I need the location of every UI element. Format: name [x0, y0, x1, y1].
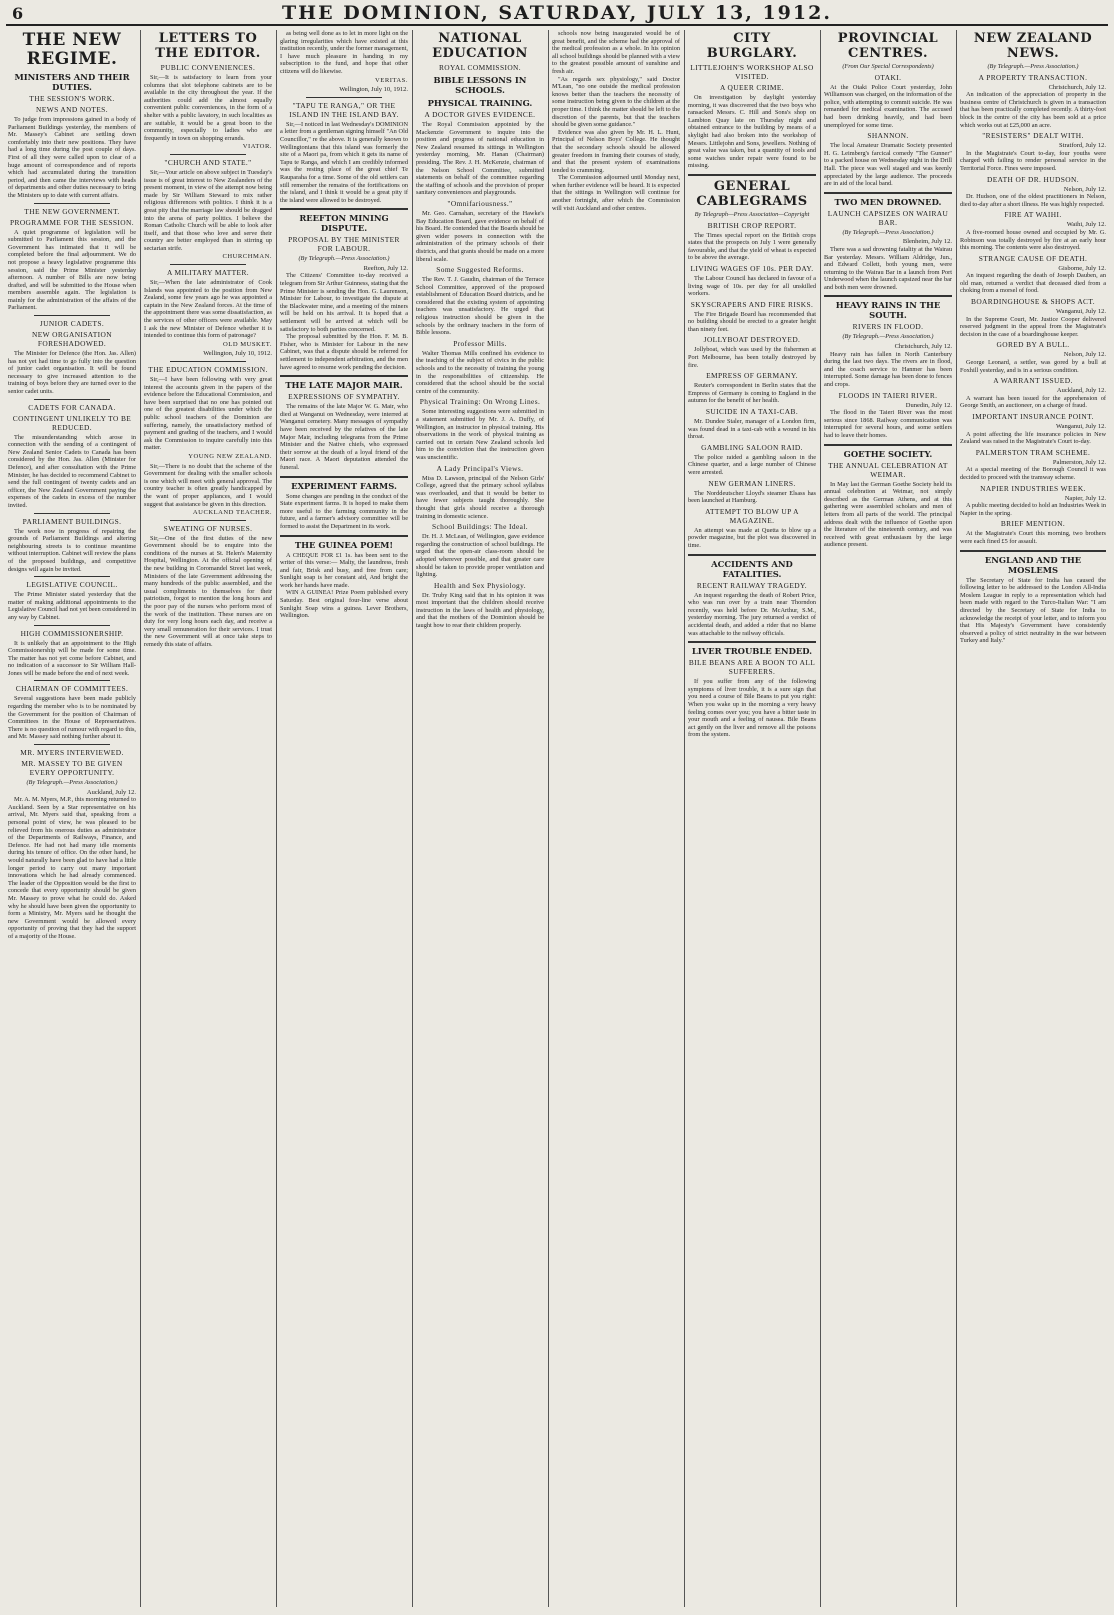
- article-text: The Commission adjourned until Monday next, when further evidence will be heard. It is expected that the sittings in Wellington will continue for another fortnight, after which the Commission will visit Auckland and other centres.: [552, 174, 680, 212]
- column-rule: [684, 30, 685, 1607]
- article-text: An inquest regarding the death of Robert Price, who was run over by a train near Thorndon recently, was held before Dr. McArthur, S.M., yesterday morning. The jury returned a verdict of accidental death, and added a rider that no blame was attachable to the railway officials.: [688, 591, 816, 637]
- dateline: Wanganui, July 12.: [1055, 308, 1106, 316]
- section-heading: "CHURCH AND STATE.": [164, 157, 252, 167]
- section-heading: THE EDUCATION COMMISSION.: [148, 365, 268, 374]
- cable-text: The Labour Council has declared in favour of a living wage of 10s. per day for all unskilled workers.: [688, 274, 816, 298]
- article-text: Heavy rain has fallen in North Canterbury during the last two days. The rivers are in flood, and the coach service to Hanmer has been interrupted. Some damage has been done to fences and crops.: [824, 350, 952, 389]
- cable-text: Jollyboat, which was used by the fishermen at Port Melbourne, has been totally destroyed by fire.: [688, 346, 816, 369]
- section-heading: SWEATING OF NURSES.: [163, 523, 253, 533]
- section-heading: CADETS FOR CANADA.: [28, 402, 116, 412]
- article-text: The Royal Commission appointed by the Mackenzie Government to inquire into the position and progress of national education in New Zealand resumed its sittings in Wellington yesterday morning, Mr. Hanan (Chairman) presiding. The Rev. J. H. McKenzie, chairman of the Nelson School Committee, submitted statements on behalf of the committee regarding the staffing of schools and the provision of proper sanitary conveniences and playgrounds.: [416, 121, 544, 197]
- section-heading: LIVING WAGES OF 10s. PER DAY.: [690, 263, 814, 273]
- cable-text: The Times special report on the British crops states that the prospects on July 1 were generally favourable, and that the yield of wheat is expected to be above the average.: [688, 231, 816, 262]
- divider: [34, 576, 111, 577]
- divider: [280, 535, 408, 537]
- divider: [34, 203, 111, 204]
- section-heading: LEGISLATIVE COUNCIL.: [26, 580, 118, 590]
- divider: [280, 476, 408, 478]
- column-5: [552, 30, 680, 1609]
- headline: ENGLAND AND THE MOSLEMS: [984, 554, 1082, 575]
- article-text: At the Otaki Police Court yesterday, John Williamson was charged, on the information of the police, with attempting to commit suicide. He was remanded for medical examination. The accused had been drinking heavily, and had been unemployed for some time.: [824, 83, 952, 129]
- divider: [170, 361, 247, 362]
- section-heading: FLOODS IN TAIERI RIVER.: [838, 390, 938, 400]
- section-heading: NEW GERMAN LINERS.: [708, 478, 796, 488]
- divider: [824, 295, 952, 297]
- article-text: Dr. Truby King said that in his opinion it was most important that the children should receive instruction in the laws of health and physiology, and that the mothers of the Dominion should be taught how to rear their children properly.: [416, 591, 544, 630]
- subheading: BIBLE LESSONS IN SCHOOLS.: [433, 75, 527, 95]
- section-heading: Professor Mills.: [453, 338, 507, 348]
- headline: THE LATE MAJOR MAIR.: [285, 380, 403, 391]
- dateline: Auckland, July 12.: [86, 788, 136, 796]
- wire-credit: (By Telegraph.—Press Association.): [26, 779, 118, 787]
- dateline: Nelson, July 12.: [1063, 185, 1106, 193]
- article-text: Mr. Geo. Carnahan, secretary of the Hawke's Bay Education Board, gave evidence on behalf of his Board. He contended that the Boards should be given wider powers in connection with the administration of the primary schools of their districts, and that grants should be made on a more liberal scale.: [416, 209, 544, 263]
- section-heading: FIRE AT WAIHI.: [1004, 210, 1062, 220]
- section-heading: BOARDINGHOUSE & SHOPS ACT.: [970, 297, 1095, 307]
- divider: [170, 154, 247, 155]
- letter-signature: VERITAS.: [375, 76, 408, 84]
- section-heading: PUBLIC CONVENIENCES.: [160, 63, 256, 72]
- section-heading: LAUNCH CAPSIZES ON WAIRAU BAR.: [827, 208, 949, 227]
- advert-text: WIN A GUINEA! Prize Poem published every Saturday. Best original four-line verse about Sunlight Soap wins a guinea. Lever Brothers, Wellington.: [280, 589, 408, 620]
- article-text: There was a sad drowning fatality at the Wairau Bar yesterday. Messrs. William Aldridge, Jun., and Edward Collett, both young men, were returning to the Wairau Bar in a launch from Port Underwood when the launch capsized near the bar and both men were drowned.: [824, 245, 952, 291]
- section-heading: PROPOSAL BY THE MINISTER FOR LABOUR.: [288, 235, 400, 254]
- dateline: Reefton, July 12.: [363, 264, 408, 272]
- column-7: [824, 30, 952, 1609]
- section-heading: NEW ORGANISATION FORESHADOWED.: [32, 330, 112, 349]
- column-rule: [276, 30, 277, 1607]
- page-number: 6: [12, 4, 24, 23]
- subheading: A DOCTOR GIVES EVIDENCE.: [424, 110, 536, 119]
- cable-text: The Norddeutscher Lloyd's steamer Elsass has been launched at Hamburg.: [688, 489, 816, 505]
- subheading: A QUEER CRIME.: [719, 83, 785, 92]
- news-text: An indication of the appreciation of property in the business centre of Christchurch is given in a transaction that has been practically completed recently. A thirty-foot block in the centre of the city has been sold at a price which works out at £25,000 an acre.: [960, 91, 1106, 129]
- dateline: Christchurch, July 12.: [894, 343, 952, 351]
- headline: LETTERS TO THE EDITOR.: [155, 31, 261, 61]
- section-heading: CONTINGENT UNLIKELY TO BE REDUCED.: [12, 413, 132, 432]
- subheading: NEWS AND NOTES.: [36, 105, 108, 114]
- article-text: Walter Thomas Mills confined his evidence to the teaching of the subject of civics in the public schools and to the necessity of training the young in the responsibilities of citizenship. He considered that the school should be the social centre of the community.: [416, 349, 544, 395]
- dateline: Wanganui, July 12.: [1055, 423, 1106, 430]
- section-heading: DEATH OF DR. HUDSON.: [987, 174, 1079, 184]
- article-text: The flood in the Taieri River was the most serious since 1868. Railway communication was interrupted for several hours, and some settlers had to leave their homes.: [824, 409, 952, 439]
- dateline: Auckland, July 12.: [1056, 387, 1106, 395]
- letter-signature: CHURCHMAN.: [222, 253, 272, 261]
- section-heading: RECENT RAILWAY TRAGEDY.: [696, 580, 808, 590]
- wire-credit: (By Telegraph.—Press Association.): [987, 63, 1079, 70]
- headline: GOETHE SOCIETY.: [843, 448, 933, 459]
- letter-text: Sir,—One of the first duties of the new Government should be to enquire into the conditions of the nurses at St. Helen's Maternity Hospital, Wellington. At the official opening of the new building in Coromandel Street last week, Ministers of the late Government addressing the many hundreds of the public assembled, and the usual compliments to themselves for their patriotism, forgot to mention the long hours and the poor pay of the nurses who perform most of the work of the institution. These nurses are on duty for very long hours each day, and receive a very small remuneration for their services. I trust the new Government will at once take steps to remedy this state of affairs.: [144, 534, 272, 648]
- article-text: Several suggestions have been made publicly regarding the member who is to be nominated by the Government for the position of Chairman of Committees in the House of Representatives. There is no question of rumour with regard to this, and Mr. Massey said nothing further about it.: [8, 695, 136, 741]
- news-text: George Leonard, a settler, was gored by a bull at Foxhill yesterday, and is in a serious condition.: [960, 359, 1106, 374]
- divider: [688, 641, 816, 643]
- advert-text: A CHEQUE FOR £1 1s. has been sent to the writer of this verse:— Malty, the laundress, fresh and fair, Brisk and busy, and free from care; Sunlight soap is her constant aid, And bright the work her hands have made.: [280, 551, 408, 589]
- article-text: Some interesting suggestions were submitted in a statement submitted by Mr. J. A. Duffy, of Wellington, an instructor in physical training. His observations in the work of physical training as carried out in certain New Zealand schools led him to the conviction that the instruction given was unscientific.: [416, 408, 544, 461]
- cable-text: The Fire Brigade Board has recommended that no building should be erected to a greater height than ninety feet.: [688, 310, 816, 333]
- section-heading: SHANNON.: [867, 131, 909, 141]
- letter-text: Sir,—It is satisfactory to learn from your columns that slot telephone cabinets are to be available in the city throughout the year. If the authorities could add the almost equally convenient public conveniences, in the form of a shelter with a public lavatory, in such localities as are suitable, it would be a great boon to the community, especially to ladies who are frequently in town on shopping errands.: [144, 74, 272, 142]
- divider: [280, 375, 408, 377]
- section-heading: OTAKI.: [874, 72, 902, 82]
- newspaper-title: THE DOMINION, SATURDAY, JULY 13, 1912.: [282, 2, 832, 24]
- wire-credit: (By Telegraph.—Press Association.): [842, 333, 934, 341]
- article-text: Some changes are pending in the conduct of the State experiment farms. It is hoped to make them more useful to the farming community in the future, and a farmer's advisory committee will be formed to assist the Department in its work.: [280, 492, 408, 530]
- headline: HEAVY RAINS IN THE SOUTH.: [835, 300, 941, 321]
- letter-text: as being well done as to let in more light on the glaring irregularities which have existed at this institution recently, under the former management, I have much pleasure in handing in my subscription to the fund, and hope that other citizens will do likewise.: [280, 30, 408, 75]
- section-heading: EXPRESSIONS OF SYMPATHY.: [288, 392, 400, 402]
- column-rule: [956, 30, 957, 1607]
- section-heading: SUICIDE IN A TAXI-CAB.: [705, 407, 799, 417]
- section-heading: A WARRANT ISSUED.: [993, 376, 1073, 386]
- article-text: Evidence was also given by Mr. H. L. Hunt, Principal of Nelson Boys' College. He thought that the secondary schools should be allowed greater freedom in framing their courses of study, and that the present system of examinations tended to cramming.: [552, 128, 680, 174]
- article-text: It is unlikely that an appointment to the High Commissionership will be made for some time. The matter has not yet come before Cabinet, and no indication of a successor to Sir William Hall-Jones will be made before the end of next week.: [8, 639, 136, 677]
- news-text: At the Magistrate's Court this morning, two brothers were each fined £5 for assault.: [960, 530, 1106, 545]
- divider: [170, 264, 247, 265]
- wire-credit: (By Telegraph.—Press Association.): [298, 255, 390, 263]
- section-heading: CHAIRMAN OF COMMITTEES.: [15, 684, 129, 694]
- headline: REEFTON MINING DISPUTE.: [299, 213, 389, 234]
- article-text: The Prime Minister stated yesterday that the matter of making additional appointments to the Legislative Council had not yet been considered in any way by Cabinet.: [8, 591, 136, 621]
- wire-credit: (By Telegraph.—Press Association.): [842, 228, 934, 236]
- divider: [34, 315, 111, 316]
- subheading: THE SESSION'S WORK.: [29, 94, 115, 103]
- section-heading: STRANGE CAUSE OF DEATH.: [978, 253, 1088, 263]
- section-heading: "RESISTERS" DEALT WITH.: [982, 131, 1084, 141]
- section-heading: A MILITARY MATTER.: [166, 268, 250, 278]
- news-text: An inquest regarding the death of Joseph Dauben, an old man, returned a verdict that deceased died from a choking from a morsel of food.: [960, 272, 1106, 295]
- section-heading: THE NEW GOVERNMENT.: [24, 206, 120, 216]
- subheading: PHYSICAL TRAINING.: [427, 98, 533, 108]
- article-text: The Citizens' Committee to-day received a telegram from Sir Arthur Guinness, stating that the Prime Minister is sending the Hon. G. Laurenson, Minister for Labour, to investigate the dispute at the Blackwater mine, and a meeting of the miners will be held on his arrival. It is hoped that a settlement will be arrived at which will be satisfactory to both parties concerned.: [280, 272, 408, 333]
- dateline: Waihi, July 12.: [1066, 221, 1106, 229]
- section-heading: SKYSCRAPERS AND FIRE RISKS.: [690, 299, 814, 309]
- article-text: The work now in progress of repairing the grounds of Parliament Buildings and altering neighbouring streets is to continue meantime without interruption. Cabinet will review the plans of the proposed buildings, and competitive designs will again be invited.: [8, 527, 136, 573]
- letter-signature: OLD MUSKET.: [223, 340, 272, 348]
- column-rule: [820, 30, 821, 1607]
- section-heading: "TAPU TE RANGA," OR THE ISLAND IN THE ISLAND BAY.: [289, 100, 399, 119]
- headline: TWO MEN DROWNED.: [834, 196, 942, 207]
- advert-text: If you suffer from any of the following symptoms of liver trouble, it is a sure sign that you need a course of Bile Beans to put you right: When you wake up in the morning a very heavy feeling comes over you; you have a bitter taste in your mouth and a feeling of nausea. Bile Beans act gently on the liver and remove all the poisons from the system.: [688, 678, 816, 739]
- article-text: "As regards sex physiology," said Doctor M'Lean, "no one outside the medical profession knows better than the teachers the necessity of some instruction being given to the children at the proper time. I think the matter should be left to the discretion of the parents, but that the teachers should be given some guidance.": [552, 75, 680, 129]
- dateline: Wellington, July 10, 1912.: [339, 86, 408, 94]
- section-heading: Some Suggested Reforms.: [436, 265, 524, 275]
- section-heading: BRIEF MENTION.: [1000, 519, 1066, 529]
- cable-text: An attempt was made at Quetta to blow up a powder magazine, but the plot was discovered in time.: [688, 526, 816, 549]
- news-text: In the Supreme Court, Mr. Justice Cooper delivered reserved judgment in the appeal from the Magistrate's decision in the case of a boardinghouse keeper.: [960, 315, 1106, 338]
- cable-text: Reuter's correspondent in Berlin states that the Empress of Germany is coming to England in the autumn for the benefit of her health.: [688, 382, 816, 405]
- section-heading: "Omnifariousness.": [447, 198, 513, 208]
- section-heading: PROGRAMME FOR THE SESSION.: [9, 217, 135, 227]
- divider: [34, 399, 111, 400]
- letter-signature: AUCKLAND TEACHER.: [192, 509, 272, 517]
- section-heading: RIVERS IN FLOOD.: [852, 322, 924, 332]
- headline: PROVINCIAL CENTRES.: [837, 31, 939, 61]
- section-heading: GAMBLING SALOON RAID.: [701, 442, 803, 452]
- divider: [824, 444, 952, 446]
- article-text: On investigation by daylight yesterday morning, it was discovered that the two boys who ransacked Messrs. C. Hill and Sons's shop on Lambton Quay late on Thursday night and obtained entrance to the building by means of a skylight had also broken into the workshop of Messrs. Littlejohn and Sons, jewellers. Nothing of great value was taken, but a quantity of tools and some watches under repair were found to be missing.: [688, 94, 816, 170]
- section-heading: A Lady Principal's Views.: [436, 463, 524, 473]
- divider: [824, 192, 952, 194]
- letter-text: Sir,—There is no doubt that the scheme of the Government for dealing with the smaller schools is one which will meet with general approval. The country teacher is often greatly handicapped by the want of proper appliances, and I would suggest that assistance be given in this direction.: [144, 462, 272, 508]
- headline: THE NEW REGIME.: [22, 30, 122, 69]
- wire-credit: By Telegraph—Press Association—Copyright: [694, 210, 810, 218]
- headline: CITY BURGLARY.: [706, 31, 798, 61]
- column-rule: [140, 30, 141, 1607]
- article-text: The Minister for Defence (the Hon. Jas. Allen) has not yet had time to go fully into the question of junior cadet organisation. It will be found necessary to give increased attention to the training of boys before they are turned over to the senior cadet units.: [8, 350, 136, 396]
- divider: [306, 97, 383, 98]
- letter-text: Sir,—When the late administrator of Cook Islands was appointed to the position from New Zealand, some few years ago he was appointed a captain in the New Zealand forces. At the time of the appointment there was some dissatisfaction, as the services of other officers were available. May I ask the new Minister of Defence whether it is intended to continue this form of patronage?: [144, 279, 272, 340]
- letter-text: Sir,—I have been following with very great interest the accounts given in the papers of the evidence before the Educational Commission, and have been surprised that no one has pointed out one of the greatest disabilities under which the public school teachers of the Dominion are suffering, namely, the unsatisfactory method of payment and grading of the teachers, and I would ask the Commission to inquire carefully into this matter.: [144, 376, 272, 452]
- section-heading: School Buildings: The Ideal.: [431, 522, 529, 532]
- article-text: Miss D. Lawson, principal of the Nelson Girls' College, agreed that the primary school syllabus was overloaded, and that it would be better to have fewer subjects taught thoroughly. She thought that girls should receive a thorough training in domestic science.: [416, 474, 544, 520]
- section-heading: MR. MYERS INTERVIEWED.: [20, 748, 124, 758]
- section-heading: PALMERSTON TRAM SCHEME.: [975, 447, 1091, 457]
- headline: ACCIDENTS AND FATALITIES.: [711, 558, 793, 579]
- dateline: Wellington, July 10, 1912.: [203, 350, 272, 358]
- section-heading: PARLIAMENT BUILDINGS.: [22, 516, 122, 526]
- dateline: Gisborne, July 12.: [1058, 264, 1106, 272]
- news-text: Dr. Hudson, one of the oldest practitioners in Nelson, died to-day after a short illness. He was highly respected.: [960, 193, 1106, 208]
- column-8: [960, 30, 1106, 1609]
- section-heading: MR. MASSEY TO BE GIVEN EVERY OPPORTUNITY.: [21, 759, 123, 778]
- letter-signature: YOUNG NEW ZEALAND.: [188, 452, 272, 460]
- article-text: Dr. H. J. McLean, of Wellington, gave evidence regarding the construction of school buildings. He urged that the open-air class-room should be adopted wherever possible, and that greater care should be taken to provide proper ventilation and lighting.: [416, 533, 544, 579]
- section-heading: JUNIOR CADETS.: [39, 319, 105, 329]
- column-3: [280, 30, 408, 1609]
- news-text: A warrant has been issued for the apprehension of George Smith, an auctioneer, on a charge of fraud.: [960, 394, 1106, 410]
- section-heading: Health and Sex Physiology.: [433, 580, 527, 590]
- divider: [170, 520, 247, 521]
- section-heading: EMPRESS OF GERMANY.: [706, 371, 798, 381]
- dateline: Nelson, July 12.: [1063, 351, 1106, 359]
- letter-text: Sir,—I noticed in last Wednesday's DOMINION a letter from a gentleman signing himself "An Old Councillor," re the above. It is generally known to Wellingtonians that this island was formerly the site of a Maori pa, from which it gets its name of Tapu te Ranga, and which I am credibly informed was the resting place of the great chief Te Rauparaha for a time. Some of the old settlers can still remember the remains of the fortifications on the island, and I think it would be a great pity if the island were allowed to be destroyed.: [280, 120, 408, 204]
- section-heading: A PROPERTY TRANSACTION.: [978, 72, 1088, 82]
- subheading: MINISTERS AND THEIR DUTIES.: [14, 72, 130, 92]
- section-heading: JOLLYBOAT DESTROYED.: [703, 335, 801, 345]
- section-heading: NAPIER INDUSTRIES WEEK.: [980, 483, 1086, 493]
- section-heading: HIGH COMMISSIONERSHIP.: [20, 628, 124, 638]
- subheading: LITTLEJOHN'S WORKSHOP ALSO VISITED.: [690, 63, 814, 81]
- headline: NEW ZEALAND NEWS.: [973, 31, 1093, 61]
- dateline: Napier, July 12.: [1064, 494, 1106, 502]
- section-heading: GORED BY A BULL.: [996, 340, 1070, 350]
- article-text: The Secretary of State for India has caused the following letter to be addressed to the London All-India Moslem League in reply to a representation which had been made with regard to the Turco-Italian War: "I am directed by the Secretary of State for India to acknowledge the receipt of your letter, and to inform you that His Majesty's Government have consistently observed a policy of strict neutrality in the war between Turkey and Italy.": [960, 576, 1106, 645]
- article-text: The misunderstanding which arose in connection with the sending of a contingent of New Zealand Senior Cadets to Canada has been considered by the Hon. Jas. Allen (Minister for Defence), and after consultation with the Prime Minister, he has decided to recommend Cabinet to send the full contingent of twenty cadets and an officer, the New Zealand Government paying the expenses of the cadets in excess of the number invited.: [8, 433, 136, 509]
- correspondent-credit: (From Our Special Correspondents): [842, 63, 934, 70]
- divider: [34, 513, 111, 514]
- column-2: [144, 30, 272, 1609]
- dateline: Stratford, July 12.: [1059, 142, 1106, 150]
- cable-text: The police raided a gambling saloon in the Chinese quarter, and a large number of Chinese were arrested.: [688, 453, 816, 476]
- divider: [280, 208, 408, 210]
- headline: EXPERIMENT FARMS.: [291, 480, 397, 491]
- column-6: [688, 30, 816, 1609]
- column-rule: [412, 30, 413, 1607]
- column-4: [416, 30, 544, 1609]
- article-text: In May last the German Goethe Society held its annual celebration at Weimar, not simply described as the German Athens, and at this gathering were assembled scholars and men of letters from all parts of the world. The principal address dealt with the influence of Goethe upon the literature of the nineteenth century, and was received with great enthusiasm by the large audience present.: [824, 480, 952, 549]
- advert-headline: THE GUINEA POEM!: [294, 539, 394, 550]
- news-text: A five-roomed house owned and occupied by Mr. G. Robinson was totally destroyed by fire at an early hour this morning. The contents were also destroyed.: [960, 228, 1106, 252]
- letter-signature: VIATOR.: [242, 143, 272, 151]
- dateline: Christchurch, July 12.: [1048, 83, 1106, 91]
- news-text: A public meeting decided to hold an Industries Week in Napier in the spring.: [960, 502, 1106, 517]
- divider: [34, 625, 111, 626]
- article-text: The remains of the late Major W. G. Mair, who died at Wanganui on Wednesday, were interred at Wanganui cemetery. Many messages of sympathy have been received by the relatives of the late Major Mair, including telegrams from the Prime Minister and the Native chiefs, who expressed their sorrow at the death of a loyal friend of the Maori race. A Maori deputation attended the funeral.: [280, 403, 408, 471]
- article-text: The local Amateur Dramatic Society presented H. G. Leimberg's farcical comedy "The Gunner" to a packed house on Wednesday night in the Drill Hall. The piece was well staged and was keenly appreciated by the large audience. The proceeds are in aid of the local band.: [824, 142, 952, 188]
- masthead: [0, 0, 1114, 24]
- article-text: A quiet programme of legislation will be submitted to Parliament this session, and the Government has intimated that it will be completed before the final adjournment. We do not propose a heavy legislative programme this session, said the Prime Minister yesterday afternoon. A number of Bills are now being drafted, and will be submitted to the House when members assemble again. The legislation is mainly for the administration of the affairs of the Parliament.: [8, 228, 136, 312]
- masthead-rule: [6, 24, 1108, 26]
- headline: GENERAL CABLEGRAMS: [696, 178, 808, 209]
- news-text: A point affecting the life insurance policies in New Zealand was raised in the Magistrate's Court to-day.: [960, 430, 1106, 446]
- divider: [688, 554, 816, 556]
- section-heading: BRITISH CROP REPORT.: [707, 220, 797, 230]
- article-text: Mr. A. M. Myers, M.P., this morning returned to Auckland. Seen by a Star representative on his arrival, Mr. Myers said that, speaking from a personal point of view, he was pleased to be relieved from his onerous duties as administrator of the Departments of Railways, Finance, and Defence. He had not had many idle moments during his tenure of office. On the other hand, he would naturally have been glad to have had a little longer period to carry out many important innovations which he had already commenced. The leader of the Opposition would be the first to concede that every opportunity should be given Mr. Massey to prove what he could do. Asked why he should have been given the opportunity to form a Ministry, Mr. Myers said he thought the new Government would be allowed every opportunity of proving that they had the support of a majority of the House.: [8, 796, 136, 940]
- subheading: ROYAL COMMISSION.: [438, 63, 522, 72]
- divider: [960, 550, 1106, 552]
- advert-headline: LIVER TROUBLE ENDED.: [691, 646, 813, 657]
- section-heading: IMPORTANT INSURANCE POINT.: [972, 412, 1094, 421]
- advert-subheading: BILE BEANS ARE A BOON TO ALL SUFFERERS.: [688, 658, 816, 677]
- divider: [688, 174, 816, 176]
- divider: [34, 680, 111, 681]
- news-text: In the Magistrate's Court to-day, four youths were charged with failing to render personal service in the Territorial Force. Fines were imposed.: [960, 149, 1106, 172]
- news-text: At a special meeting of the Borough Council it was decided to proceed with the tramway scheme.: [960, 466, 1106, 481]
- article-text: To judge from impressions gained in a body of Parliament Buildings yesterday, the members of Mr. Massey's Cabinet are settling down comfortably into their new positions. They have had a long time during the post couple of days. First of all they were called upon to clear of a huge amount of correspondence and of reports which had accumulated during the transition period, and then came the interviews with heads of departments and other duties necessary to bring the Ministers up to date with current affairs.: [8, 116, 136, 199]
- dateline: Blenheim, July 12.: [902, 238, 952, 246]
- column-rule: [548, 30, 549, 1607]
- dateline: Palmerston, July 12.: [1052, 458, 1106, 466]
- dateline: Dunedin, July 12.: [905, 401, 952, 409]
- section-heading: Physical Training: On Wrong Lines.: [419, 397, 541, 407]
- section-heading: THE ANNUAL CELEBRATION AT WEIMAR.: [828, 460, 948, 479]
- article-text: The proposal submitted by the Hon. F. M. B. Fisher, who is Minister for Labour in the new Cabinet, was that a dispute should be referred for settlement to independent arbitration, and the men have agreed to resume work pending the decision.: [280, 333, 408, 371]
- article-text: The Rev. T. J. Gaudin, chairman of the Terrace School Committee, approved of the proposed establishment of Education Board districts, and he considered that the existing system of appointing teachers was unsatisfactory. He urged that religious instruction should be given in the schools by the ordinary teachers in the form of Bible lessons.: [416, 276, 544, 337]
- article-text: schools now being inaugurated would be of great benefit, and the scheme had the approval of the medical profession as a whole. In his opinion all school buildings should be planned with a view to the greatest possible amount of sunshine and fresh air.: [552, 30, 680, 75]
- cable-text: Mr. Dundee Staler, manager of a London firm, was found dead in a taxi-cab with a wound in his throat.: [688, 418, 816, 441]
- headline: NATIONAL EDUCATION: [432, 31, 528, 61]
- section-heading: ATTEMPT TO BLOW UP A MAGAZINE.: [705, 506, 799, 525]
- divider: [34, 744, 111, 745]
- letter-text: Sir,—Your article on above subject in Tuesday's issue is of great interest to New Zealanders of the present moment, in view of the attempt now being made by Sir William Steward to mix rather religious differences with politics. I think it is a great pity that the marriage law should be dragged into the arena of party politics. I believe the Roman Catholic Church will be able to look after itself, and that those who love and serve their country are better employed than in stirring up sectarian strife.: [144, 168, 272, 252]
- column-1: [8, 30, 136, 1609]
